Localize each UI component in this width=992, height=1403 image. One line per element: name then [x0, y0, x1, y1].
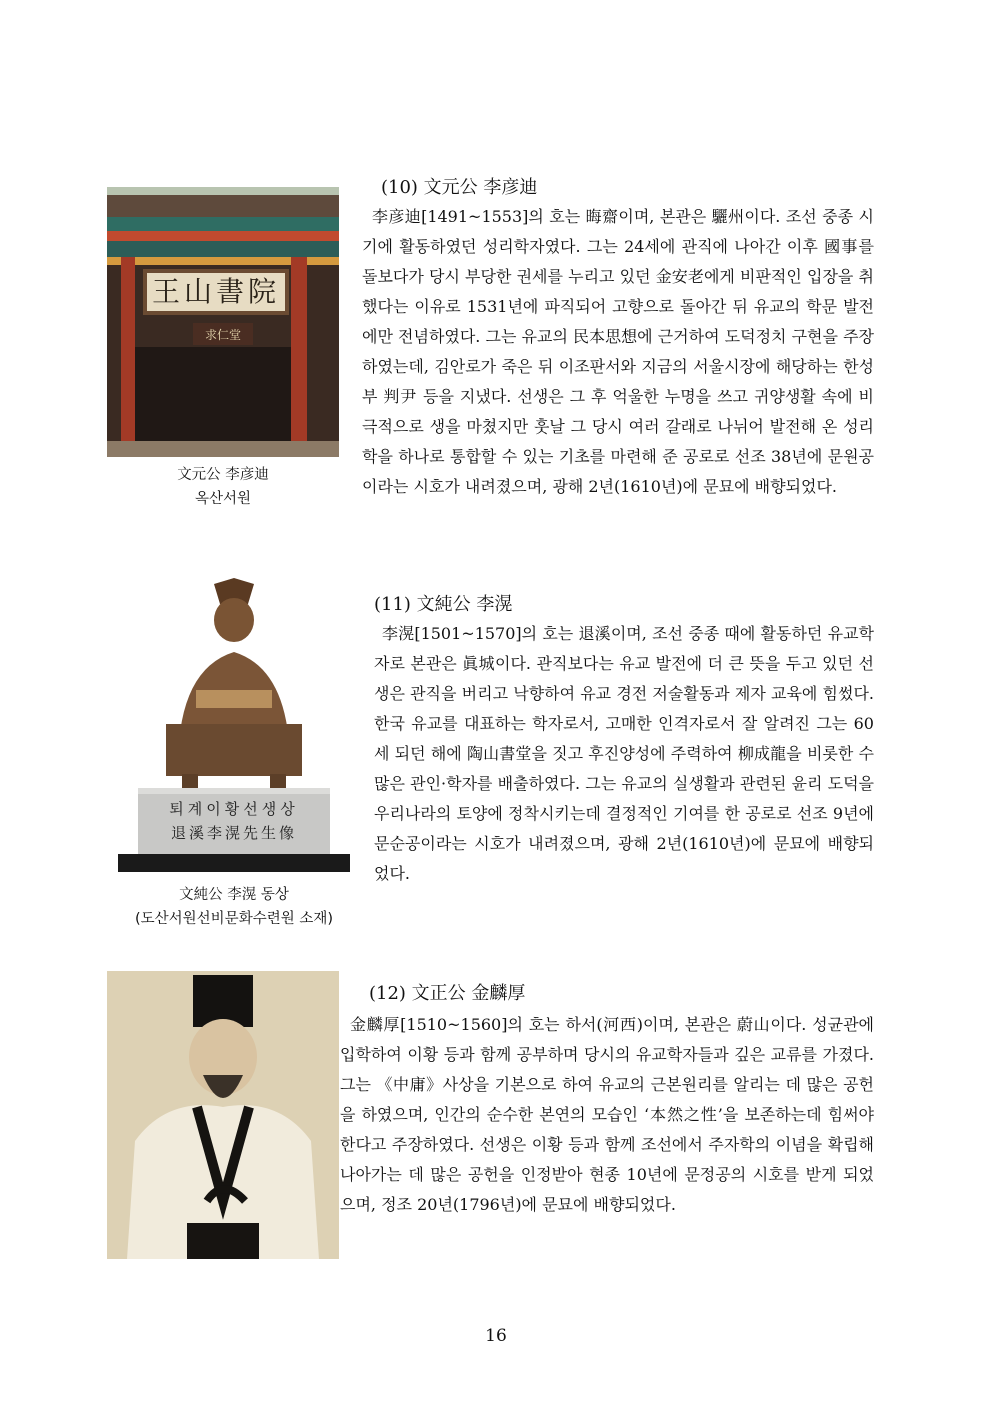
caption-line: 文純公 李滉 동상: [179, 887, 289, 903]
statue-image: [118, 574, 350, 872]
seowon-sub-sign-text: 求仁堂: [204, 328, 242, 342]
section-body-12: 金麟厚[1510~1560]의 호는 하서(河西)이며, 본관은 蔚山이다. 성균관에 입학하여 이황 등과 함께 공부하며 당시의 유교학자들과 깊은 교류를 가졌다. 그는 《中庸》사상을 기본으로 하여 유교의 근본원리를 알리는 데 많은 공헌을 하였으며, 인간의 순수한 본연의 모습인 ‘本然之性’을 보존하는데 힘써야 한다고 주장하였다. 선생은 이황 등과 함께 조선에서 주자학의 이념을 확립해 나아가는 데 많은 공헌을 인정받아 현종 10년에 문정공의 시호를 받게 되었으며, 정조 20년(1796년)에 문묘에 배향되었다.: [340, 1015, 874, 1214]
section-title-12: (12) 文正公 金麟厚: [369, 983, 526, 1004]
seowon-building-image: [107, 187, 339, 457]
photo-caption-10: [107, 463, 339, 511]
caption-line: (도산서원선비문화수련원 소재): [134, 911, 333, 927]
section-body-10: 李彦迪[1491~1553]의 호는 晦齋이며, 본관은 驪州이다. 조선 중종 시기에 활동하였던 성리학자였다. 그는 24세에 관직에 나아간 이후 國事를 돌보다가 당시 부당한 권세를 누리고 있던 金安老에게 비판적인 입장을 취했다는 이유로 1531년에 파직되어 고향으로 돌아간 뒤 유교의 학문 발전에만 전념하였다. 그는 유교의 民本思想에 근거하여 도덕정치 구현을 주장하였는데, 김안로가 죽은 뒤 이조판서와 지금의 서울시장에 해당하는 한성부 判尹 등을 지냈다. 선생은 그 후 억울한 누명을 쓰고 귀양생활 속에 비극적으로 생을 마쳤지만 훗날 그 당시 여러 갈래로 나뉘어 발전해 온 성리학을 하나로 통합할 수 있는 기초를 마련해 준 공로로 선조 38년에 문원공이라는 시호가 내려졌으며, 광해 2년(1610년)에 문묘에 배향되었다.: [362, 207, 874, 496]
section-body-11: 李滉[1501~1570]의 호는 退溪이며, 조선 중종 때에 활동하던 유교학자로 본관은 眞城이다. 관직보다는 유교 발전에 더 큰 뜻을 두고 있던 선생은 관직을 버리고 낙향하여 유교 경전 저술활동과 제자 교육에 힘썼다. 한국 유교를 대표하는 학자로서, 고매한 인격자로서 잘 알려진 그는 60세 되던 해에 陶山書堂을 짓고 후진양성에 주력하여 柳成龍을 비롯한 수많은 관인·학자를 배출하였다. 그는 유교의 실생활과 관련된 윤리 도덕을 우리나라의 토양에 정착시키는데 결정적인 기여를 한 공로로 선조 9년에 문순공이라는 시호가 내려졌으며, 광해 2년(1610년)에 문묘에 배향되었다.: [374, 624, 874, 883]
section-title-10: (10) 文元公 李彦迪: [381, 177, 538, 198]
kim-inhu-portrait: [107, 971, 339, 1259]
page-number: 16: [485, 1326, 507, 1346]
seowon-sign-text: 王山書院: [151, 275, 281, 308]
statue-plaque-korean: 퇴계이황선생상: [169, 800, 299, 818]
photo-caption-11: [103, 883, 365, 931]
portrait-image: [107, 971, 339, 1259]
caption-line: 옥산서원: [194, 491, 252, 507]
caption-line: 文元公 李彦迪: [177, 467, 269, 483]
section-title-11: (11) 文純公 李滉: [374, 594, 513, 615]
yi-hwang-statue-photo: [118, 574, 350, 872]
okusan-seowon-photo: [107, 187, 339, 457]
statue-plaque-hanja: 退溪李滉先生像: [170, 824, 298, 842]
